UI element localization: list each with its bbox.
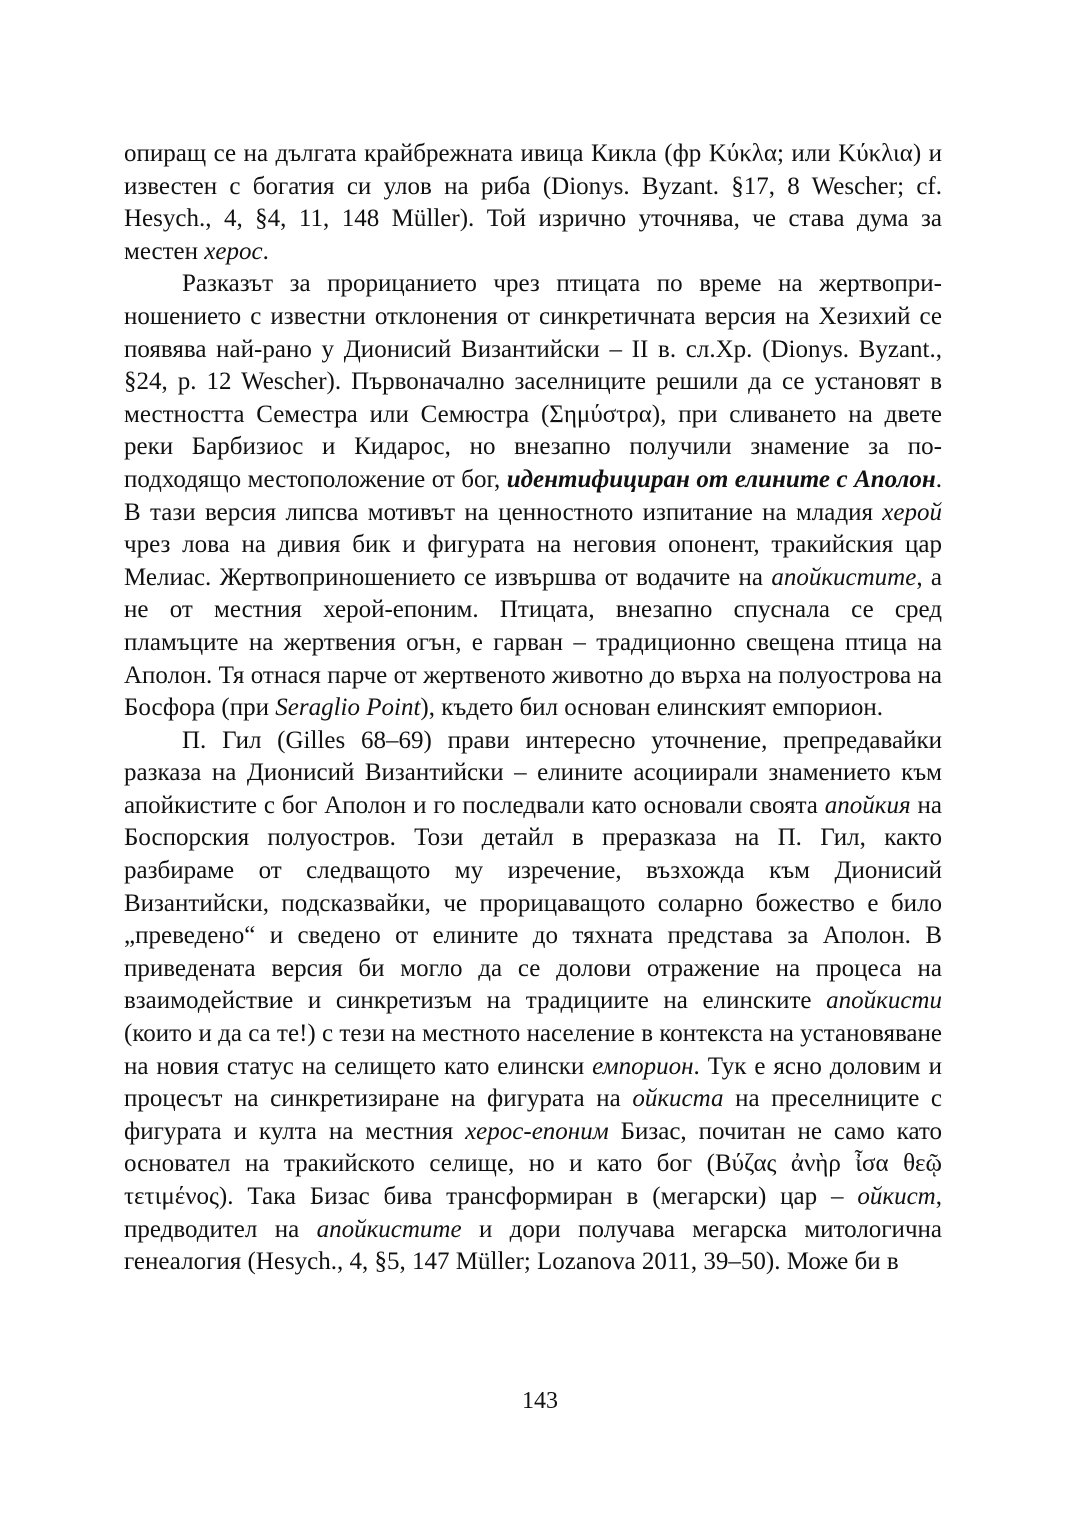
paragraph-2 bbox=[124, 268, 942, 724]
text-run: на Боспорския полуостров. Този детайл в преразказа на П. Гил, както разбираме от следващото му изречение, възхожда към Дионисий Византийски, подсказвайки, че прорицаващото соларно божество е било „преведено“ и сведено от елините до тяхната представа за Аполон. В приведената версия би могло да се долови отражение на процеса на взаимодействие и синкретизъм на традициите на елинските bbox=[124, 791, 942, 1015]
text-run: , а не от местния херой-епоним. Птицата, внезапно спуснала се сред пламъците на жертвения огън, е гарван – традиционно свещена птица на Аполон. Тя отнася парче от жертвеното животно до върха на полуострова на Босфора (при bbox=[124, 563, 942, 722]
text-run: на преселниците с фигурата и култа на местния bbox=[124, 1085, 943, 1145]
text-run: . Тук е ясно доловим и процесът на синкретизиране на фигурата на bbox=[124, 1052, 942, 1113]
paragraph-3 bbox=[124, 725, 942, 1279]
text-run: Бизас, почитан не само като основател на тракийското селище, но и като бог (Βύζας ἀνὴρ ἶσα θεῷ τετιμένος). Така Бизас бива трансформиран в (мегарски) цар – bbox=[124, 1117, 942, 1210]
italic-term: Seraglio Point bbox=[275, 694, 421, 722]
text-run: чрез лова на дивия бик и фигурата на неговия опонент, тракийския цар Мелиас. Жертвоприношението се извършва от водачите на bbox=[124, 531, 942, 591]
text-run: Разказът за прорицанието чрез птицата по време на жертвоприношението с известни отклонения от синкретичната версия на Хезихий се появява най-рано у Дионисий Византийски – II в. сл.Хр. (Dionys. Byzant., §24, p. 12 Wescher). Първоначално заселниците решили да се установят в местността Семестра или Семюстра (Σημύστρα), при сливането на двете реки Барбизиос и Кидарос, но внезапно получили знамение за по-подходящо местоположение от бог, bbox=[124, 270, 942, 493]
text-run: . В тази версия липсва мотивът на ценностното изпитание на младия bbox=[124, 465, 943, 526]
italic-term: емпорион bbox=[592, 1052, 694, 1080]
text-run: , предводител на bbox=[124, 1183, 942, 1243]
text-run: (които и да са те!) с тези на местното население в контекста на установяване на новия статус на селището като елински bbox=[124, 1020, 942, 1080]
text-run: . bbox=[262, 237, 269, 265]
italic-term: апойкисти bbox=[826, 987, 942, 1015]
body-text bbox=[124, 138, 942, 1279]
paragraph-1 bbox=[124, 138, 942, 268]
italic-term: херос-епоним bbox=[465, 1117, 609, 1145]
italic-term: ойкиста bbox=[632, 1085, 724, 1113]
text-run: и дори получава мегарска митологична генеалогия (Hesych., 4, §5, 147 Müller; Lozanova 2011, 39–50). Може би в bbox=[124, 1215, 942, 1276]
italic-term: апойкия bbox=[824, 791, 911, 819]
italic-term: апойкистите bbox=[771, 563, 917, 591]
page-number: 143 bbox=[522, 1388, 558, 1414]
text-run: П. Гил (Gilles 68–69) прави интересно уточнение, препредавайки разказа на Дионисий Византийски – елините асоциирали знамението към апойкистите с бог Аполон и го последвали като основали своята bbox=[124, 726, 942, 819]
italic-term: апойкистите bbox=[316, 1215, 462, 1243]
italic-term: ойкист bbox=[857, 1183, 936, 1210]
bold-italic-emphasis: идентифициран от елините с Аполон bbox=[506, 465, 936, 493]
italic-term: херой bbox=[882, 498, 942, 526]
italic-term: херос bbox=[204, 237, 263, 265]
text-run: ), където бил основан елинският емпорион. bbox=[420, 694, 884, 722]
text-run: опиращ се на дългата крайбрежната ивица Кикла (фр Κύκλα; или Κύκλια) и известен с богатия си улов на риба (Dionys. Byzant. §17, 8 Wescher; cf. Hesych., 4, §4, 11, 148 Müller). Той изрично уточнява, че става дума за местен bbox=[124, 140, 942, 265]
